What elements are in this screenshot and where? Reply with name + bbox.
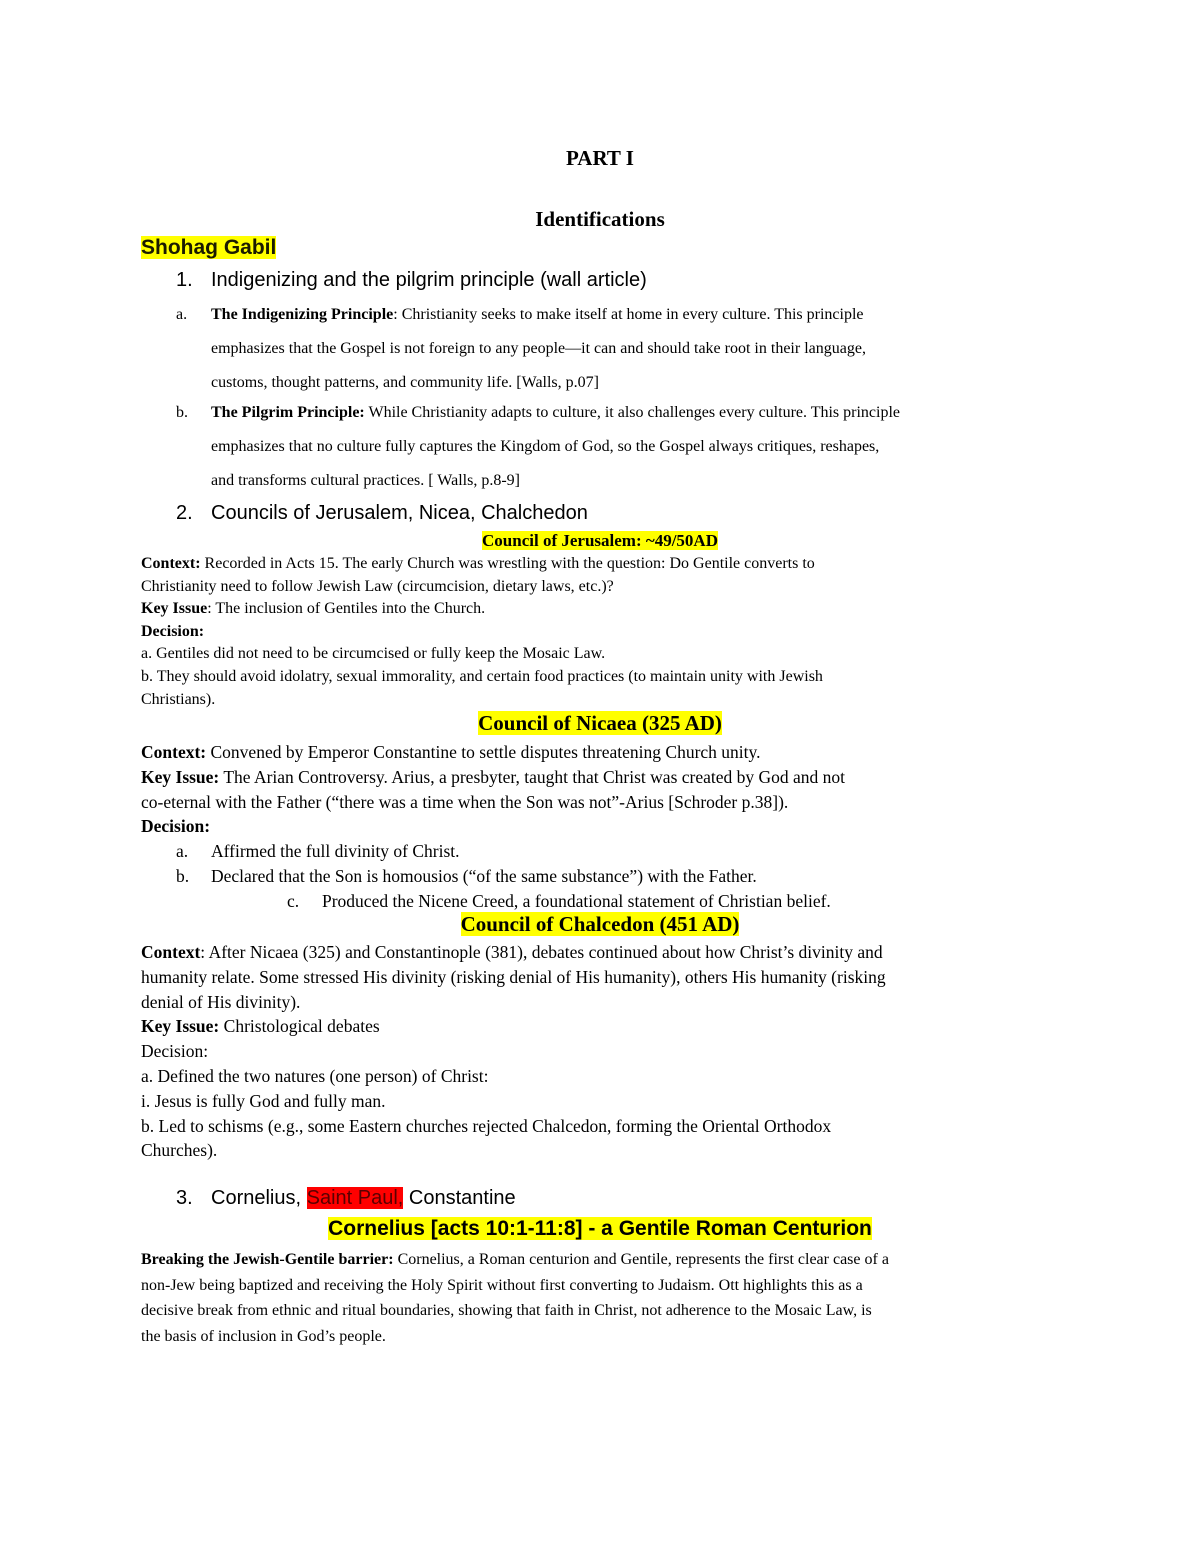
- section-2-heading: 2. Councils of Jerusalem, Nicea, Chalchedon: [176, 502, 588, 524]
- pilgrim-principle: b. The Pilgrim Principle: While Christianity adapts to culture, it also challenges every culture. This principle emphasizes that no culture fully captures the Kingdom of God, so the Gospel always critiques, reshapes, and transforms cultural practices. [ Walls, p.8-9]: [176, 404, 901, 489]
- cornelius-title: Cornelius [acts 10:1-11:8] - a Gentile Roman Centurion: [328, 1217, 872, 1240]
- nicaea-body: Context: Convened by Emperor Constantine to settle disputes threatening Church unity. Key Issue: The Arian Controversy. Arius, a presbyter, taught that Christ was created by God and not co-eternal with the Father (“there was a time when the Son was not”-Arius [Schroder p.38]). Decision: a. Affirmed the full divinity of Christ. b. Declared that the Son is homousios (“of the same substance”) with the Father. c. Produced the Nicene Creed, a foundational statement of Christian belief.: [141, 740, 1071, 914]
- nicaea-decision-a: a. Affirmed the full divinity of Christ.: [176, 841, 460, 862]
- author-name: Shohag Gabil: [141, 236, 277, 259]
- jerusalem-title: Council of Jerusalem: ~49/50AD: [482, 531, 718, 550]
- cornelius-body: Breaking the Jewish-Gentile barrier: Cornelius, a Roman centurion and Gentile, represents the first clear case of a non-Jew being baptized and receiving the Holy Spirit without first converting to Judaism. Ott highlights this as a decisive break from ethnic and ritual boundaries, showing that faith in Christ, not adherence to the Mosaic Law, is the basis of inclusion in God’s people.: [141, 1251, 889, 1345]
- chalcedon-body: Context: After Nicaea (325) and Constantinople (381), debates continued about how Christ’s divinity and humanity relate. Some stressed His divinity (risking denial of His humanity), others His humanity (risking denial of His divinity). Key Issue: Christological debates Decision: a. Defined the two natures (one person) of Christ: i. Jesus is fully God and fully man. b. Led to schisms (e.g., some Eastern churches rejected Chalcedon, forming the Oriental Orthodox Churches).: [141, 942, 886, 1161]
- nicaea-decision-c: c. Produced the Nicene Creed, a foundational statement of Christian belief.: [287, 890, 831, 911]
- section-3-heading: 3. Cornelius, Saint Paul, Constantine: [176, 1187, 516, 1209]
- page-subtitle: Identifications: [535, 207, 665, 231]
- indigenizing-principle: a. The Indigenizing Principle: Christianity seeks to make itself at home in every culture. This principle emphasizes that the Gospel is not foreign to any people—it can and should take root in their language, customs, thought patterns, and community life. [Walls, p.07]: [176, 306, 866, 391]
- section-1-heading: 1. Indigenizing and the pilgrim principle (wall article): [176, 269, 647, 291]
- nicaea-decision-b: b. Declared that the Son is homousios (“of the same substance”) with the Father.: [176, 865, 757, 886]
- saint-paul-highlight: Saint Paul,: [306, 1187, 404, 1209]
- page-title: PART I: [566, 146, 634, 170]
- jerusalem-body: Context: Recorded in Acts 15. The early Church was wrestling with the question: Do Gentile converts to Christianity need to follow Jewish Law (circumcision, dietary laws, etc.)? Key Issue: The inclusion of Gentiles into the Church. Decision: a. Gentiles did not need to be circumcised or fully keep the Mosaic Law. b. They should avoid idolatry, sexual immorality, and certain food practices (to maintain unity with Jewish Christians).: [141, 555, 823, 708]
- nicaea-title: Council of Nicaea (325 AD): [478, 711, 722, 735]
- chalcedon-title: Council of Chalcedon (451 AD): [460, 912, 740, 936]
